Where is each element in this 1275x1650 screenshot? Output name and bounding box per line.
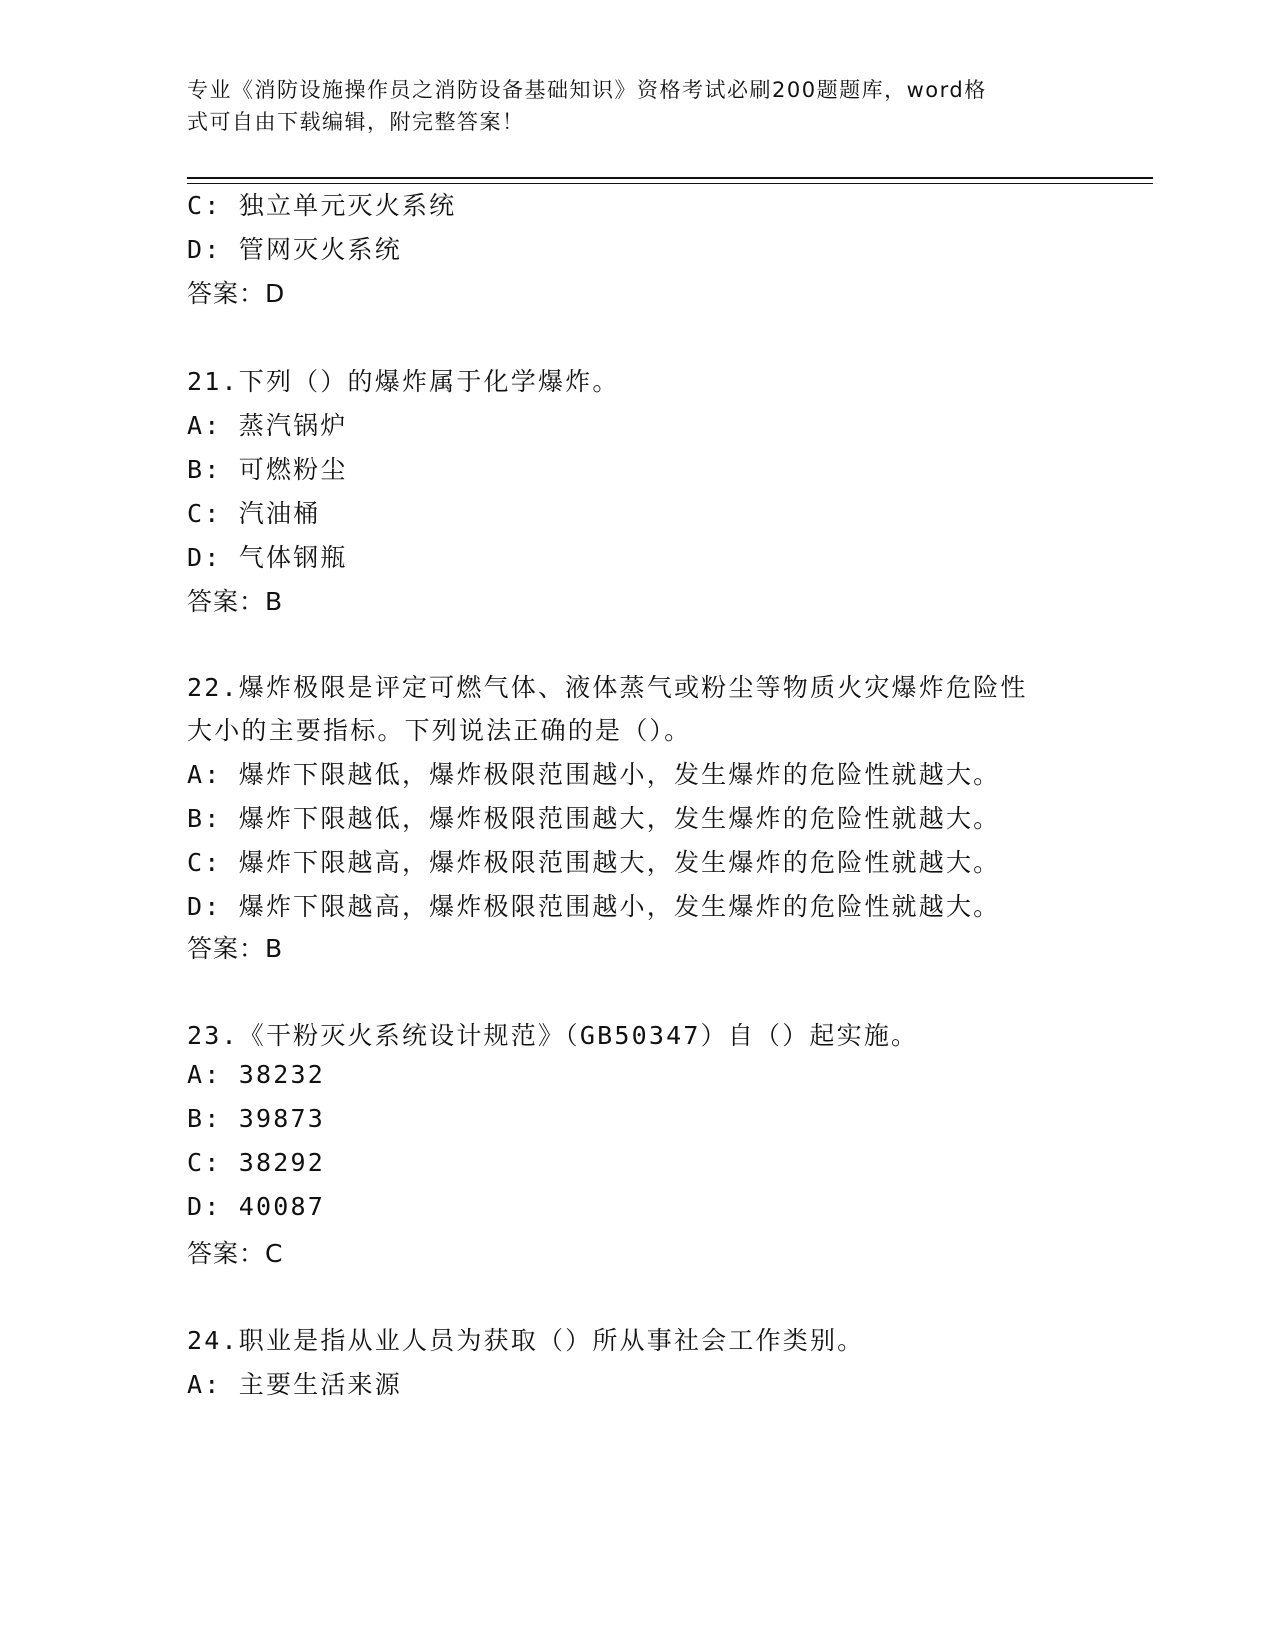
question-stem: 23.《干粉灭火系统设计规范》（GB50347）自（）起实施。: [187, 1021, 919, 1050]
answer-line: 答案：B: [187, 587, 284, 616]
option-c: C: 爆炸下限越高，爆炸极限范围越大，发生爆炸的危险性就越大。: [187, 848, 1001, 877]
header-line-1: 专业《消防设施操作员之消防设备基础知识》资格考试必刷200题题库，word格: [187, 78, 987, 102]
option-d: D: 管网灭火系统: [187, 235, 402, 264]
option-a: A: 蒸汽锅炉: [187, 411, 348, 440]
option-a: A: 主要生活来源: [187, 1370, 402, 1399]
answer-line: 答案：D: [187, 279, 286, 308]
option-c: C: 汽油桶: [187, 499, 321, 528]
header-line-2: 式可自由下载编辑，附完整答案！: [187, 110, 525, 134]
option-c: C: 38292: [187, 1148, 326, 1177]
option-d: D: 气体钢瓶: [187, 543, 348, 572]
option-d: D: 40087: [187, 1192, 326, 1221]
question-stem: 21.下列（）的爆炸属于化学爆炸。: [187, 367, 620, 396]
answer-line: 答案：B: [187, 934, 284, 963]
option-a: A: 38232: [187, 1060, 326, 1089]
question-stem: 24.职业是指从业人员为获取（）所从事社会工作类别。: [187, 1326, 865, 1355]
header-rule-thick: [187, 177, 1153, 179]
option-b: B: 可燃粉尘: [187, 455, 348, 484]
option-c: C: 独立单元灭火系统: [187, 191, 457, 220]
question-stem-continued: 大小的主要指标。下列说法正确的是（）。: [187, 716, 692, 745]
option-d: D: 爆炸下限越高，爆炸极限范围越小，发生爆炸的危险性就越大。: [187, 892, 1001, 921]
question-stem: 22.爆炸极限是评定可燃气体、液体蒸气或粉尘等物质火灾爆炸危险性: [187, 673, 1028, 702]
option-b: B: 39873: [187, 1104, 326, 1133]
option-b: B: 爆炸下限越低，爆炸极限范围越大，发生爆炸的危险性就越大。: [187, 804, 1001, 833]
answer-line: 答案：C: [187, 1239, 284, 1268]
option-a: A: 爆炸下限越低，爆炸极限范围越小，发生爆炸的危险性就越大。: [187, 760, 1001, 789]
header-rule-thin: [187, 183, 1153, 184]
document-header: [187, 74, 1067, 138]
